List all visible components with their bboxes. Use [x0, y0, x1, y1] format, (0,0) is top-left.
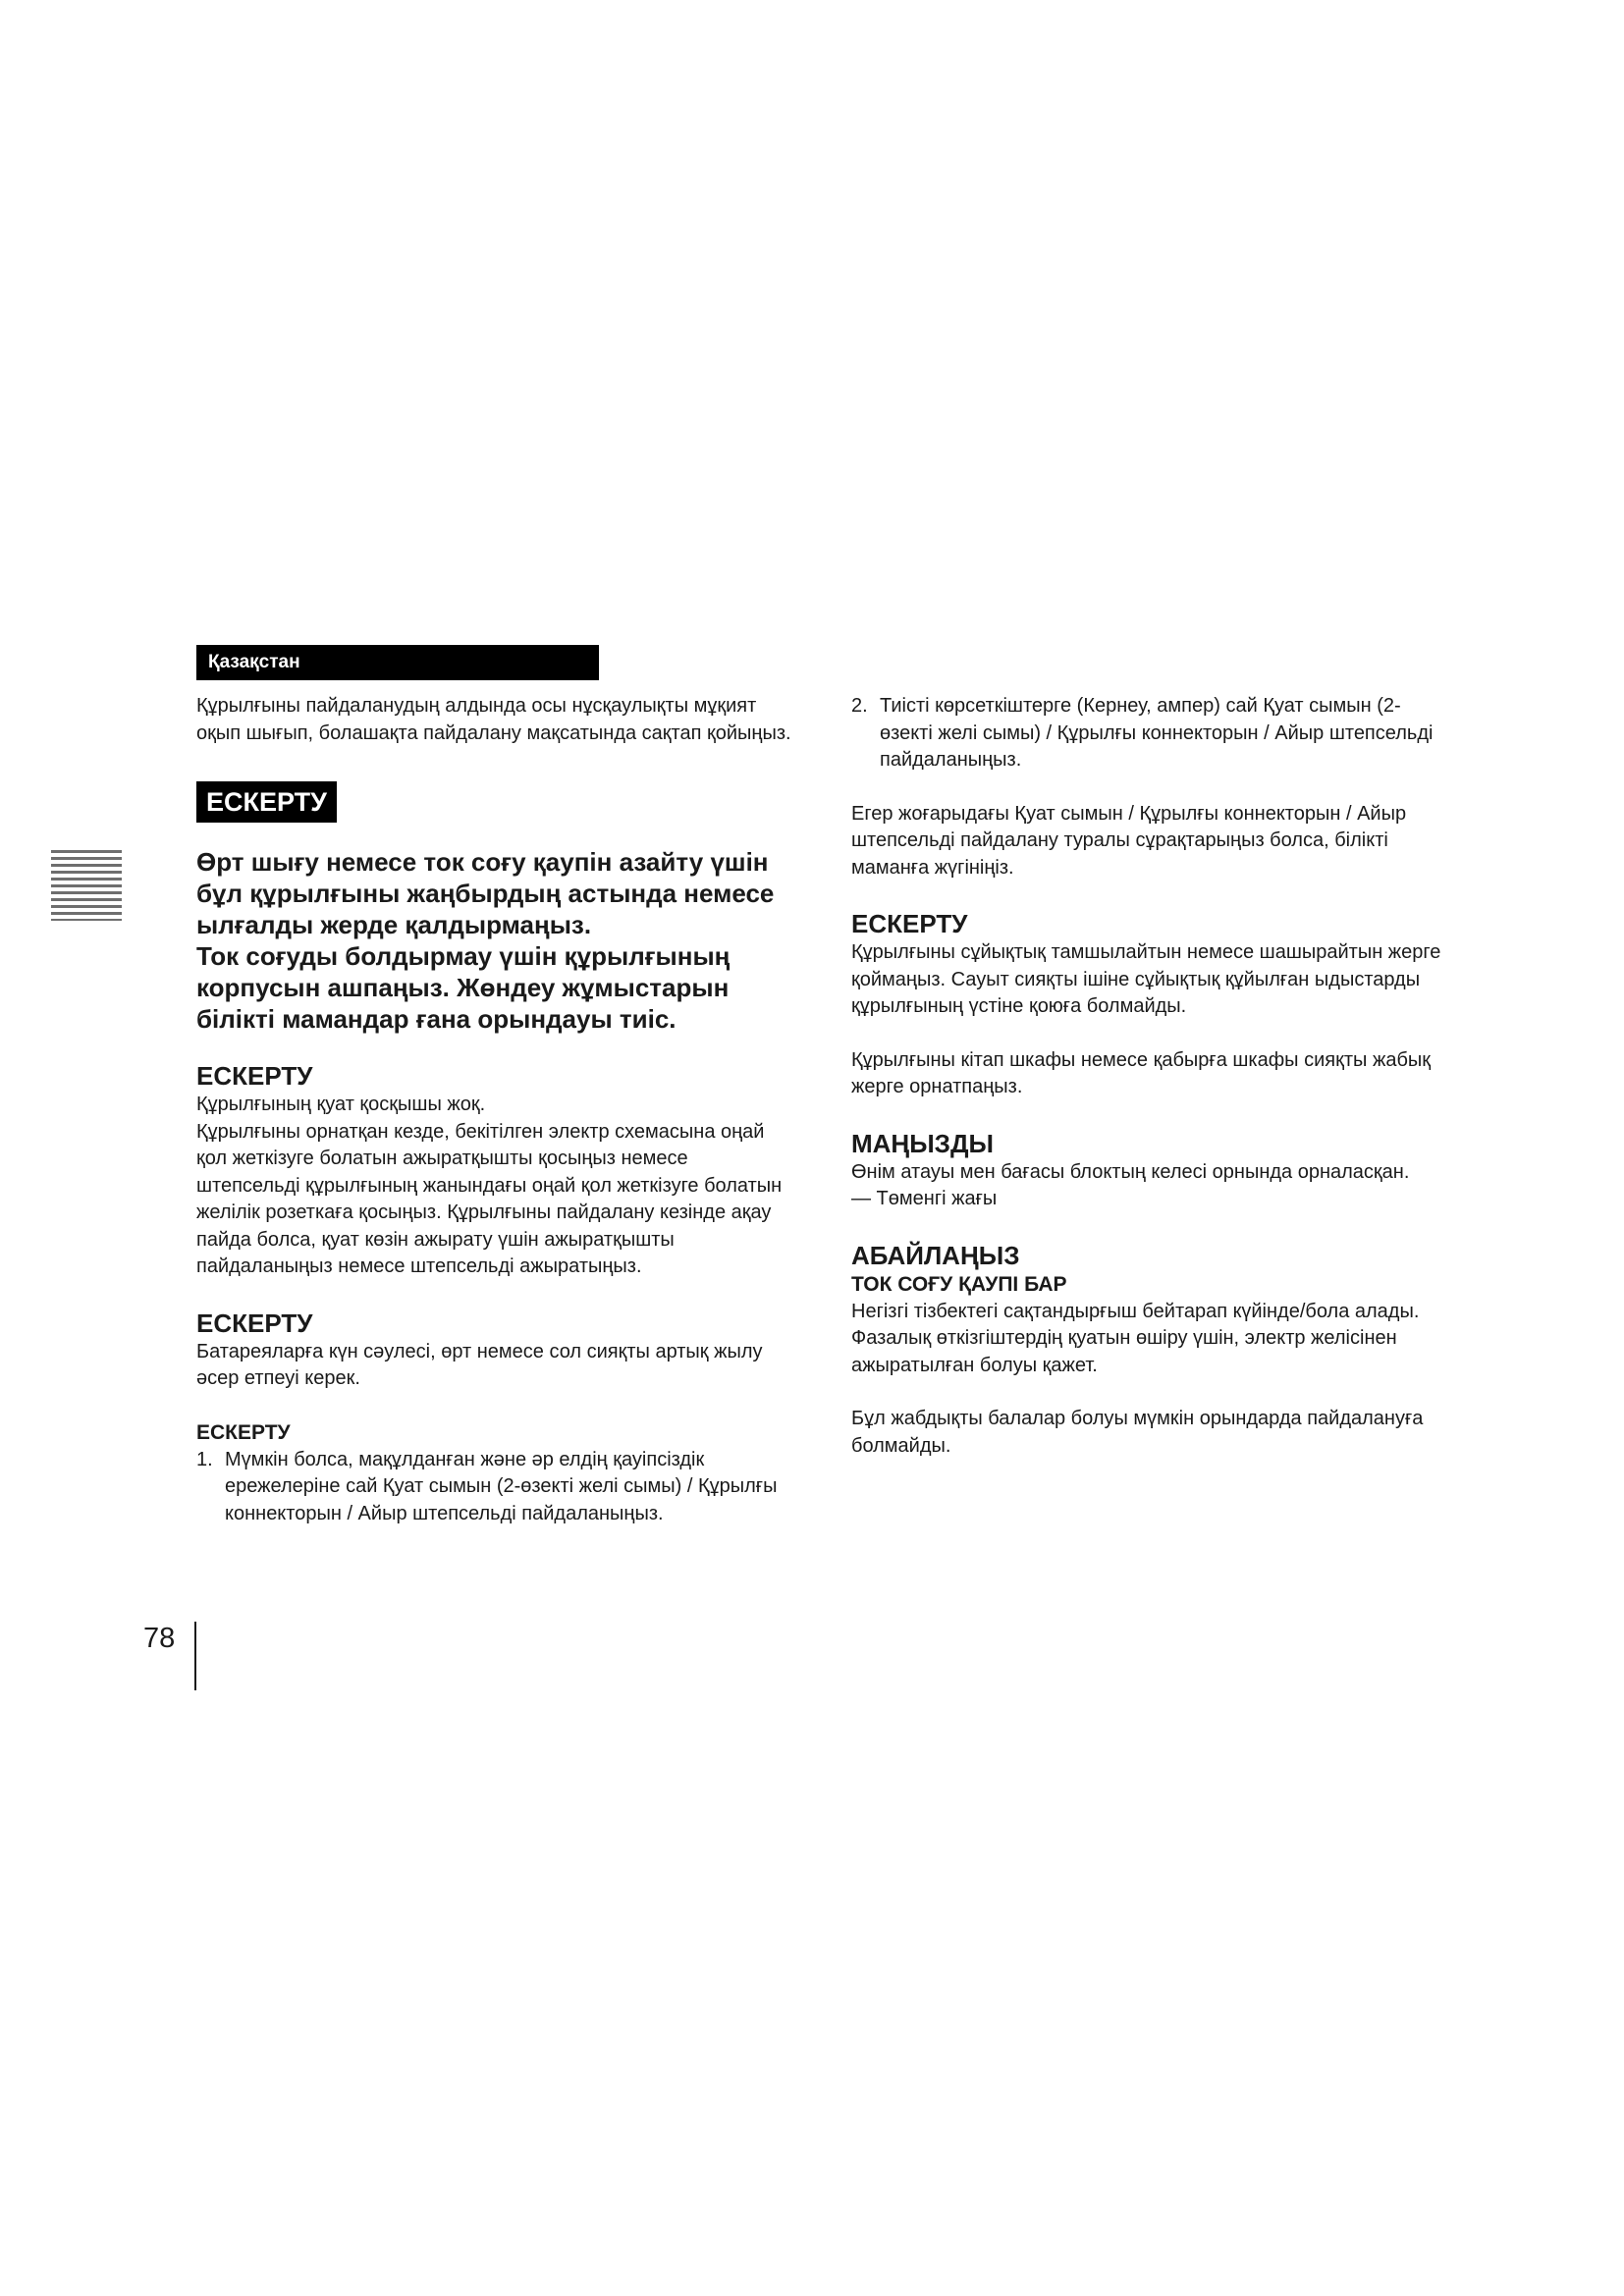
note-heading: ЕСКЕРТУ — [196, 1308, 313, 1338]
note-heading: ЕСКЕРТУ — [196, 1420, 291, 1444]
questions-paragraph: Егер жоғарыдағы Қуат сымын / Құрылғы коннекторын / Айыр штепсельді пайдалану туралы сұрақтарыңыз болса, білікті маманға жүгініңіз. — [851, 802, 1407, 879]
caution-text: Негізгі тізбектегі сақтандырғыш бейтарап күйінде/бола алады. — [851, 1300, 1420, 1322]
shelf-paragraph: Құрылғыны кітап шкафы немесе қабырға шкафы сияқты жабық жерге орнатпаңыз. — [851, 1048, 1432, 1097]
list-item — [196, 1447, 795, 1528]
list-item-text: Тиісті көрсеткіштерге (Кернеу, ампер) сай Қуат сымын (2-өзекті желі сымы) / Құрылғы коннекторын / Айыр штепсельді пайдаланыңыз. — [880, 695, 1434, 771]
side-index-tab — [51, 850, 122, 921]
intro-paragraph: Құрылғыны пайдаланудың алдында осы нұсқаулықты мұқият оқып шығып, болашақта пайдалану мақсатында сақтап қойыңыз. — [196, 695, 791, 744]
list-item-number: 2. — [851, 695, 868, 717]
note-power-switch — [196, 1060, 795, 1281]
note-text: Батареяларға күн сәулесі, өрт немесе сол сияқты артық жылу әсер етпеуі керек. — [196, 1340, 763, 1389]
main-warning-text-2: Ток соғуды болдырмау үшін құрылғының корпусын ашпаңыз. Жөндеу жұмыстарын білікті мамандар ғана орындауы тиіс. — [196, 941, 731, 1034]
note-heading: ЕСКЕРТУ — [851, 909, 968, 938]
note-batteries — [196, 1308, 795, 1393]
main-warning-text-1: Өрт шығу немесе ток соғу қаупін азайту үшін бұл құрылғыны жаңбырдың астында немесе ылғалды жерде қалдырмаңыз. — [196, 847, 775, 939]
important-location: — Төменгі жағы — [851, 1188, 998, 1209]
important-heading: МАҢЫЗДЫ — [851, 1128, 994, 1158]
caution-subheading: ТОК СОҒУ ҚАУПІ БАР — [851, 1272, 1067, 1296]
list-item-number: 1. — [196, 1448, 213, 1470]
right-column — [851, 693, 1452, 1460]
page-number-rule — [194, 1622, 196, 1690]
warning-badge: ЕСКЕРТУ — [196, 781, 337, 823]
left-column — [196, 693, 795, 1527]
note-heading: ЕСКЕРТУ — [196, 1061, 313, 1091]
caution-section — [851, 1240, 1452, 1380]
caution-heading: АБАЙЛАҢЫЗ — [851, 1240, 1020, 1270]
note-text: Құрылғыны сұйықтық тамшылайтын немесе шашырайтын жерге қоймаңыз. Сауыт сияқты ішіне сұйықтық құйылған ыдыстарды құрылғының үстіне қоюға болмайды. — [851, 941, 1441, 1017]
note-text: Құрылғының қуат қосқышы жоқ. — [196, 1094, 486, 1115]
important-text: Өнім атауы мен бағасы блоктың келесі орнында орналасқан. — [851, 1160, 1410, 1183]
children-paragraph: Бұл жабдықты балалар болуы мүмкін орындарда пайдалануға болмайды. — [851, 1408, 1424, 1457]
note-liquids — [851, 908, 1452, 1021]
note-power-cord — [196, 1419, 795, 1528]
section-tab: Қазақстан — [196, 645, 599, 680]
note-text: Құрылғыны орнатқан кезде, бекітілген электр схемасына оңай қол жеткізуге болатын ажыратқышты қосыңыз немесе штепсельді құрылғының жанындағы оңай қол жеткізуге болатын желілік розеткаға қосыңыз. Құрылғыны пайдалану кезінде ақау пайда болса, қуат көзін ажырату үшін ажыратқышты пайдаланыңыз немесе штепсельді ажыратыңыз. — [196, 1120, 783, 1277]
caution-text: Фазалық өткізгіштердің қуатын өшіру үшін, электр желісінен ажыратылған болуы қажет. — [851, 1327, 1397, 1376]
list-item-text: Мүмкін болса, мақұлданған және әр елдің қауіпсіздік ережелеріне сай Қуат сымын (2-өзекті желі сымы) / Құрылғы коннекторын / Айыр штепсельді пайдаланыңыз. — [225, 1448, 778, 1524]
list-item — [851, 693, 1452, 774]
page-number: 78 — [143, 1623, 176, 1654]
main-warning — [196, 846, 795, 1035]
important-section — [851, 1128, 1452, 1213]
